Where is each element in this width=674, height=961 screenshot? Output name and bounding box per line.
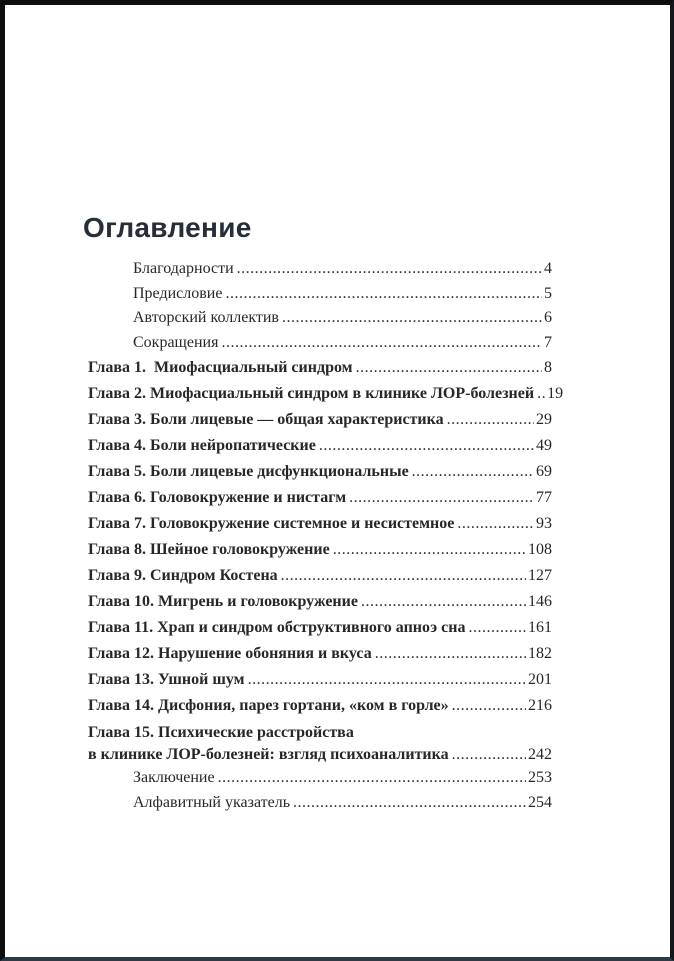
dot-leader xyxy=(353,355,542,381)
toc-entry xyxy=(88,537,552,563)
toc-entry-page-number: 127 xyxy=(528,567,552,584)
toc-entry-label: Глава 4. Боли нейропатические xyxy=(88,437,316,454)
toc-entry-label: Глава 2. Миофасциальный синдром в клинике ЛОР-болезней xyxy=(88,385,535,402)
toc-entry-label: Глава 7. Головокружение системное и несистемное xyxy=(88,515,455,532)
toc-entry-label: Авторский коллектив xyxy=(133,309,279,326)
toc-entry xyxy=(88,257,552,282)
dot-leader xyxy=(279,306,542,331)
toc-entry-label: Глава 8. Шейное головокружение xyxy=(88,541,330,558)
dot-leader xyxy=(290,791,526,816)
dot-leader xyxy=(245,667,526,693)
toc-entry-page-number: 242 xyxy=(528,746,552,763)
dot-leader xyxy=(278,563,526,589)
toc-entry-page-number: 49 xyxy=(536,437,552,454)
toc-entry-page-number: 4 xyxy=(544,260,552,277)
toc-entry-label: Глава 6. Головокружение и нистагм xyxy=(88,489,347,506)
toc-entry-page-number: 19 xyxy=(547,385,564,402)
toc-entry-page-number: 6 xyxy=(544,309,552,326)
dot-leader xyxy=(358,589,526,615)
dot-leader xyxy=(330,537,526,563)
toc-entry-page-number: 7 xyxy=(544,333,552,351)
toc-entry-page-number: 182 xyxy=(528,645,552,662)
toc-entry xyxy=(88,381,564,407)
toc-entry-label: Заключение xyxy=(133,769,215,786)
toc-entry xyxy=(88,641,552,667)
toc-entry xyxy=(88,589,552,615)
table-of-contents xyxy=(88,257,564,815)
toc-entry-label: Глава 15. Психические расстройства xyxy=(88,724,354,741)
dot-leader xyxy=(372,641,526,667)
toc-entry-label: Глава 13. Ушной шум xyxy=(88,671,245,688)
toc-entry xyxy=(88,331,552,356)
toc-entry-page-number: 93 xyxy=(536,515,552,532)
toc-entry-page-number: 108 xyxy=(528,541,552,558)
toc-entry-page-number: 146 xyxy=(528,593,552,610)
toc-entry xyxy=(88,485,552,511)
toc-entry-page-number: 216 xyxy=(528,697,552,714)
toc-entry-label: Глава 5. Боли лицевые дисфункциональные xyxy=(88,463,409,480)
toc-entry-label: Глава 11. Храп и синдром обструктивного апноэ сна xyxy=(88,619,466,636)
toc-entry-page-number: 253 xyxy=(528,769,552,786)
toc-entry xyxy=(88,407,552,433)
toc-entry-page-number: 201 xyxy=(528,671,552,688)
toc-entry xyxy=(88,282,552,307)
toc-entry-label: Предисловие xyxy=(133,284,223,302)
toc-entry xyxy=(88,433,552,459)
dot-leader xyxy=(218,331,542,356)
toc-entry xyxy=(88,791,552,816)
toc-entry-page-number: 5 xyxy=(544,284,552,302)
page-title: Оглавление xyxy=(83,212,252,243)
dot-leader xyxy=(234,257,542,282)
toc-entry-label: Глава 9. Синдром Костена xyxy=(88,567,278,584)
toc-entry xyxy=(88,693,552,719)
dot-leader xyxy=(444,407,534,433)
toc-entry-label: в клинике ЛОР-болезней: взгляд психоаналитика xyxy=(88,746,449,763)
toc-entry-page-number: 161 xyxy=(528,619,552,636)
toc-entry-page-number: 8 xyxy=(544,359,552,376)
dot-leader xyxy=(465,615,526,641)
dot-leader xyxy=(222,282,542,307)
toc-entry-label: Глава 3. Боли лицевые — общая характеристика xyxy=(88,411,444,428)
dot-leader xyxy=(316,433,534,459)
toc-entry xyxy=(88,722,552,744)
dot-leader xyxy=(454,511,534,537)
toc-entry-page-number: 69 xyxy=(536,463,552,480)
toc-entry xyxy=(88,511,552,537)
dot-leader xyxy=(346,485,534,511)
toc-entry-label: Благодарности xyxy=(133,260,234,277)
toc-entry-label: Глава 10. Мигрень и головокружение xyxy=(88,593,358,610)
toc-entry-page-number: 29 xyxy=(536,411,552,428)
dot-leader xyxy=(215,766,526,791)
toc-entry xyxy=(88,667,552,693)
toc-entry-label: Глава 12. Нарушение обоняния и вкуса xyxy=(88,645,372,662)
toc-entry-label: Алфавитный указатель xyxy=(133,793,291,811)
dot-leader xyxy=(534,381,545,407)
toc-entry-page-number: 77 xyxy=(536,489,552,506)
dot-leader xyxy=(449,693,526,719)
toc-entry-label: Глава 14. Дисфония, парез гортани, «ком в горле» xyxy=(88,697,449,714)
toc-entry xyxy=(88,766,552,791)
toc-entry xyxy=(88,744,552,766)
toc-entry-label: Сокращения xyxy=(133,333,219,351)
toc-entry xyxy=(88,306,552,331)
toc-entry xyxy=(88,355,552,381)
toc-entry-page-number: 254 xyxy=(528,793,552,811)
toc-entry xyxy=(88,563,552,589)
toc-entry xyxy=(88,615,552,641)
toc-entry-label: Глава 1. Миофасциальный синдром xyxy=(88,359,353,376)
dot-leader xyxy=(409,459,534,485)
dot-leader xyxy=(449,744,526,766)
toc-entry xyxy=(88,459,552,485)
